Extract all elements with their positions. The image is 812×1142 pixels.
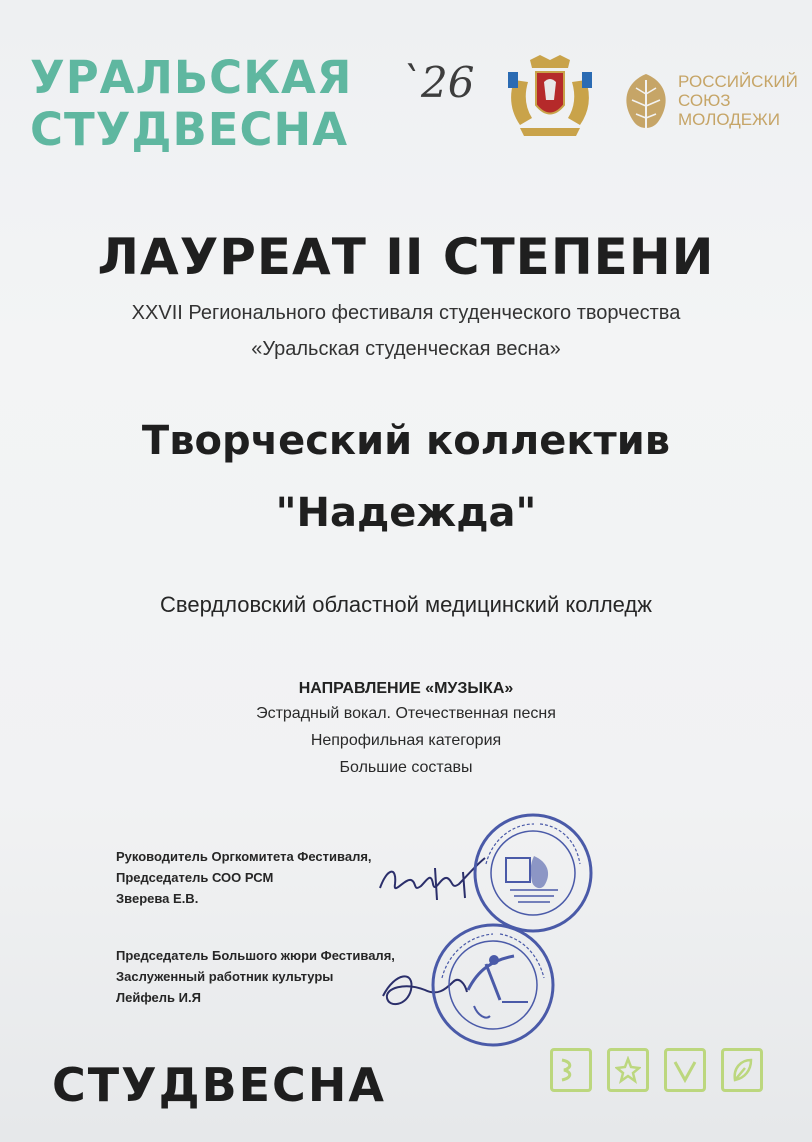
organization-stamp-1 — [472, 812, 594, 934]
rsm-logo-text — [678, 72, 798, 129]
logo-line-2: СТУДВЕСНА — [30, 103, 349, 156]
signatory-1-position: Председатель СОО РСМ — [116, 870, 274, 885]
institution-name: Свердловский областной медицинский колледж — [160, 592, 652, 617]
logo-line-1: УРАЛЬСКАЯ — [30, 51, 353, 104]
signatory-2-block — [116, 945, 395, 1008]
festival-subtitle-line-2: «Уральская студенческая весна» — [251, 338, 561, 360]
signatory-1-role: Руководитель Оргкомитета Фестиваля, — [116, 849, 372, 864]
coat-of-arms-icon — [500, 50, 600, 140]
signatory-2-role: Председатель Большого жюри Фестиваля, — [116, 948, 395, 963]
category-text: Непрофильная категория — [310, 732, 502, 749]
direction-label: НАПРАВЛЕНИЕ «МУЗЫКА» — [298, 680, 514, 697]
signatory-1-name: Зверева Е.В. — [116, 891, 199, 906]
certificate-title: ЛАУРЕАТ II СТЕПЕНИ — [97, 228, 715, 286]
leaf-tile-icon — [721, 1048, 763, 1092]
organization-stamp-2 — [428, 920, 558, 1050]
signatory-2-name: Лейфель И.Я — [116, 990, 201, 1005]
awardee-line-1: Творческий коллектив — [141, 418, 671, 464]
composition-text: Большие составы — [339, 759, 473, 776]
footer-icon-tiles — [550, 1048, 763, 1092]
signatory-1-block — [116, 846, 372, 909]
leaf-icon — [618, 70, 674, 136]
uralskaya-studvesna-logo — [30, 52, 352, 156]
awardee-line-2: "Надежда" — [275, 490, 537, 536]
studvesna-footer-logo: СТУДВЕСНА — [52, 1058, 386, 1112]
signatory-2-position: Заслуженный работник культуры — [116, 969, 334, 984]
festival-subtitle-line-1: XXVII Регионального фестиваля студенческого творчества — [131, 302, 681, 324]
nomination-text: Эстрадный вокал. Отечественная песня — [256, 705, 556, 722]
year-mark: `26 — [400, 58, 475, 107]
rsm-line-3: МОЛОДЕЖИ — [678, 110, 780, 129]
wave-tile-icon — [550, 1048, 592, 1092]
rsm-line-2: СОЮЗ — [678, 91, 731, 110]
rsm-line-1: РОССИЙСКИЙ — [678, 72, 798, 91]
check-tile-icon — [664, 1048, 706, 1092]
star-tile-icon — [607, 1048, 649, 1092]
